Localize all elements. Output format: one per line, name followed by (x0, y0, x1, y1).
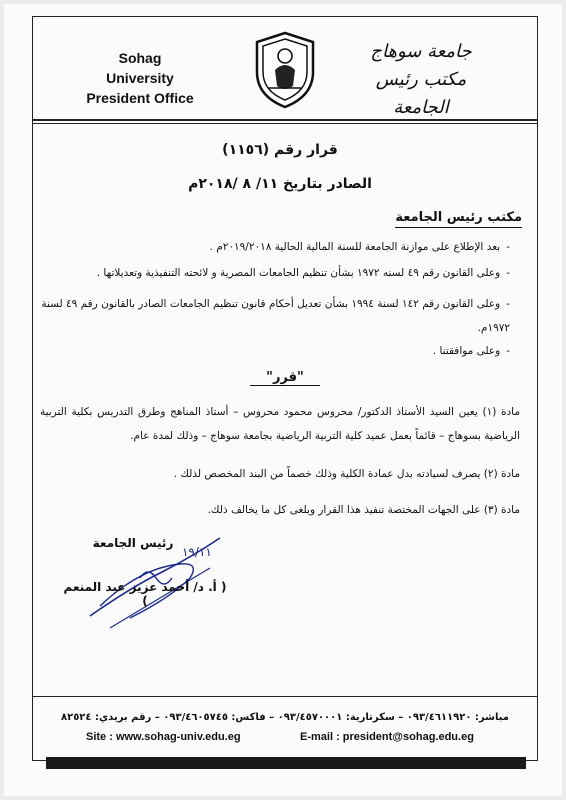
signatory-name: ( أ. د/ أحمد عزيز عبد المنعم ) (63, 580, 227, 608)
page-border (32, 16, 538, 761)
preamble-item: -وعلى موافقتنا . (432, 345, 510, 357)
footer-email: E-mail : president@sohag.edu.eg (300, 731, 474, 743)
decision-date: الصادر بتاريخ ١١/ ٨ /٢٠١٨م (188, 176, 372, 192)
footer-bar (46, 757, 526, 769)
preamble-item: -وعلى القانون رقم ٤٩ لسنه ١٩٧٢ بشأن تنظيم الجامعات المصرية و لائحته التنفيذية وتعديلاتها . (96, 267, 510, 279)
preamble-item: -وعلى القانون رقم ١٤٢ لسنة ١٩٩٤ بشأن تعديل أحكام قانون تنظيم الجامعات الصادر بالقانون رقم ٤٩ لسنة ١٩٧٢م. (41, 298, 510, 334)
issuing-office: مكتب رئيس الجامعة (395, 210, 522, 228)
decided-heading: "قرر" (250, 370, 320, 386)
office-name-en: President Office (86, 90, 194, 106)
article-2: مادة (٢) يصرف لسيادته بدل عمادة الكلية وذلك خصماً من البند المخصص لذلك . (173, 468, 520, 480)
signatory-title: رئيس الجامعة (92, 536, 174, 550)
footer-contact: مباشر: ٠٩٣/٤٦١١٩٢٠ – سكرتارية: ٠٩٣/٤٥٧٠٠٠١ – فاكس: ٠٩٣/٤٦٠٥٧٤٥ – رقم بريدي: ٨٢٥٢٤ (60, 712, 510, 723)
footer-divider (32, 696, 538, 697)
decision-number: قرار رقم (١١٥٦) (222, 142, 338, 158)
preamble-item: -بعد الإطلاع على موازنة الجامعة للسنة المالية الحالية ٢٠١٩/٢٠١٨م . (209, 241, 510, 253)
office-name-ar: مكتب رئيس الجامعة (375, 69, 467, 118)
university-name-en: Sohag University (106, 50, 174, 86)
header-divider (32, 119, 538, 121)
university-name-ar: جامعة سوهاج (370, 41, 472, 62)
footer-website: Site : www.sohag-univ.edu.eg (86, 731, 241, 743)
arabic-letterhead (356, 38, 486, 122)
university-logo (253, 30, 317, 110)
article-3: مادة (٣) على الجهات المختصة تنفيذ هذا القرار ويلغى كل ما يخالف ذلك. (207, 504, 520, 516)
header-divider-thin (32, 123, 538, 124)
article-1: مادة (١) يعين السيد الأستاذ الدكتور/ محروس محمود محروس – أستاذ المناهج وطرق التدريس بكلية التربية الرياضية بسوهاج – قائماً بعمل عميد كلية التربية الرياضية بجامعة سوهاج – وذلك لمدة عام. (40, 406, 521, 442)
svg-text:١٩/١١: ١٩/١١ (182, 545, 212, 559)
english-letterhead (85, 48, 195, 108)
